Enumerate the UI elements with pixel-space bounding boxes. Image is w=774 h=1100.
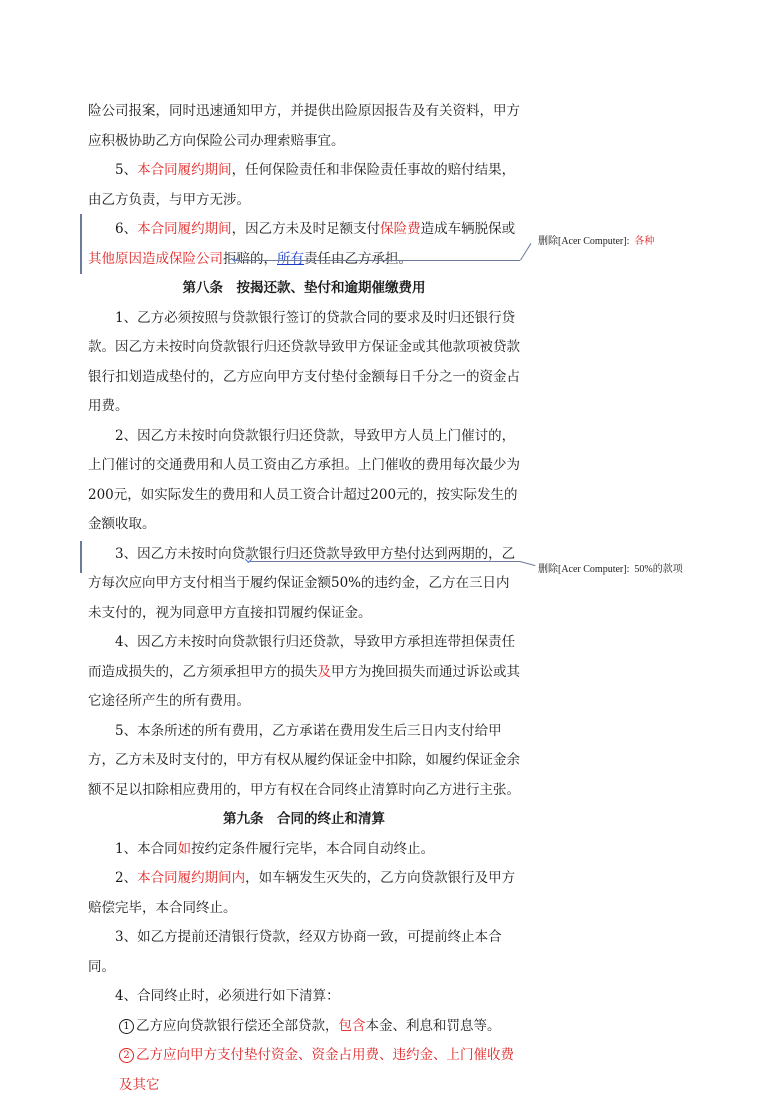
comment-connector-line bbox=[520, 561, 536, 566]
comment-connector-line bbox=[520, 243, 531, 260]
paragraph-article8-5: 5、本条所述的所有费用，乙方承诺在费用发生后三日内支付给甲方，乙方未及时支付的，甲方有权从履约保证金中扣除，如履约保证金余额不足以扣除相应费用的，甲方有权在合同终止清算时向乙方进行主张。 bbox=[88, 722, 520, 798]
change-bar bbox=[80, 214, 82, 274]
paragraph-insurance-claim: 险公司报案，同时迅速通知甲方，并提供出险原因报告及有关资料，甲方应积极协助乙方向保险公司办理索赔事宜。 bbox=[88, 103, 520, 149]
paragraph-clause-6: 6、本合同履约期间，因乙方未及时足额支付保险费造成车辆脱保或其他原因造成保险公司拒赔的，所有责任由乙方承担。 bbox=[88, 221, 516, 267]
circled-number-2: 2 bbox=[119, 1048, 134, 1063]
settlement-item-2: 2 乙方应向甲方支付垫付资金、资金占用费、违约金、上门催收费及其它 bbox=[119, 1047, 514, 1093]
comment-connector-line bbox=[236, 260, 520, 261]
comment-anchor-link[interactable]: 所有 bbox=[277, 250, 304, 267]
change-bar bbox=[80, 541, 82, 573]
paragraph-article8-1: 1、乙方必须按照与贷款银行签订的贷款合同的要求及时归还银行贷款。因乙方未按时向贷款银行归还贷款导致甲方保证金或其他款项被贷款银行扣划造成垫付的，乙方应向甲方支付垫付金额每日千分之一的资金占用费。 bbox=[88, 309, 520, 414]
circled-number-1: 1 bbox=[119, 1019, 134, 1034]
paragraph-article9-2: 2、本合同履约期间内，如车辆发生灭失的，乙方向贷款银行及甲方赔偿完毕，本合同终止。 bbox=[88, 870, 516, 916]
paragraph-article9-4: 4、合同终止时，必须进行如下清算： bbox=[115, 988, 340, 1004]
settlement-item-1: 1 乙方应向贷款银行偿还全部贷款，包含本金、利息和罚息等。 bbox=[88, 1012, 520, 1042]
paragraph-clause-5: 5、本合同履约期间，任何保险责任和非保险责任事故的赔付结果，由乙方负责，与甲方无涉。 bbox=[88, 162, 516, 208]
comment-balloon[interactable]: 删除[Acer Computer]: 50%的款项 bbox=[538, 564, 683, 575]
paragraph-article9-1: 1、本合同如按约定条件履行完毕，本合同自动终止。 bbox=[115, 840, 435, 857]
paragraph-article9-3: 3、如乙方提前还清银行贷款，经双方协商一致，可提前终止本合同。 bbox=[88, 929, 502, 975]
body-text bbox=[88, 97, 520, 1100]
paragraph-article8-2: 2、因乙方未按时向贷款银行归还贷款，导致甲方人员上门催讨的，上门催讨的交通费用和人员工资由乙方承担。上门催收的费用每次最少为200元，如实际发生的费用和人员工资合计超过200元的，按实际发生的金额收取。 bbox=[88, 427, 520, 532]
article-9-heading: 第九条 合同的终止和清算 bbox=[223, 811, 385, 827]
paragraph-article8-4: 4、因乙方未按时向贷款银行归还贷款，导致甲方承担连带担保责任而造成损失的，乙方须承担甲方的损失及甲方为挽回损失而通过诉讼或其它途径所产生的所有费用。 bbox=[88, 634, 520, 709]
comment-connector-line bbox=[250, 561, 520, 562]
article-8-heading: 第八条 按揭还款、垫付和逾期催缴费用 bbox=[182, 280, 426, 296]
paragraph-article8-3: 3、因乙方未按时向贷款银行归还贷款导致甲方垫付达到两期的，乙方每次应向甲方支付相当于履约保证金额50%的违约金，乙方在三日内未支付的，视为同意甲方直接扣罚履约保证金。 bbox=[88, 545, 516, 621]
comment-balloon[interactable]: 删除[Acer Computer]: 各种 bbox=[538, 236, 655, 247]
